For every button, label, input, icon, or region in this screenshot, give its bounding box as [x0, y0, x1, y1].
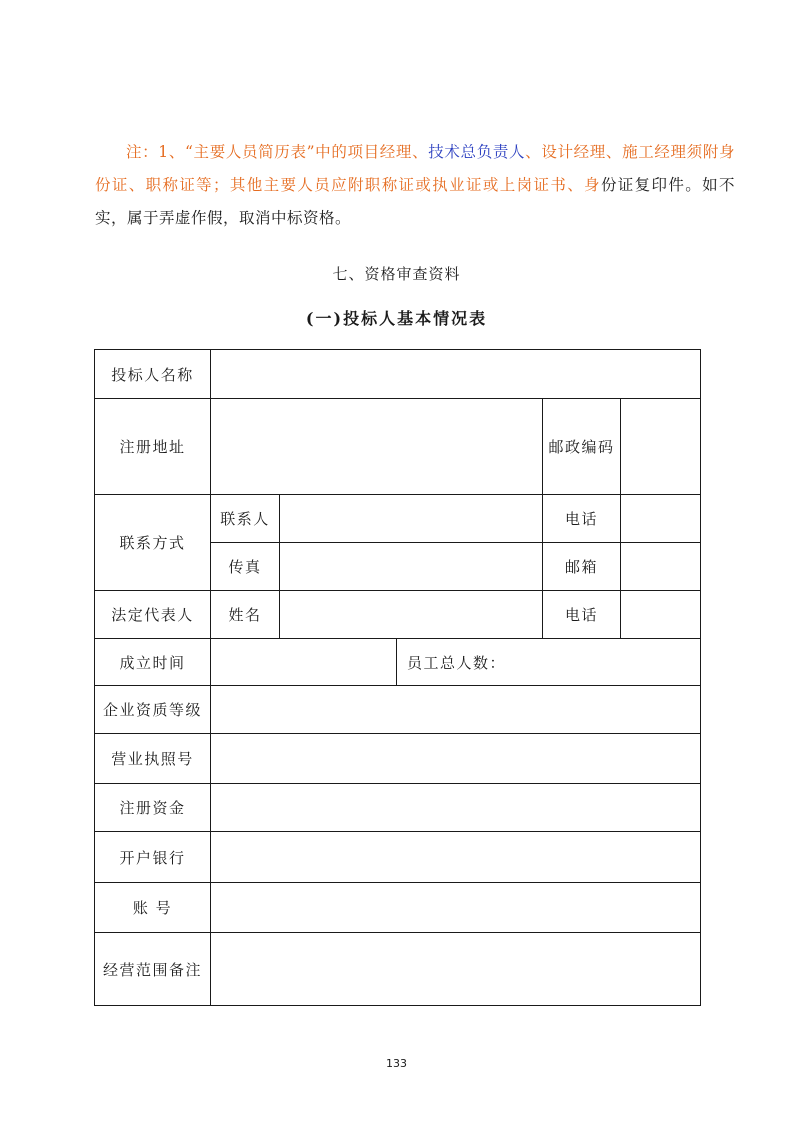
established-field[interactable]	[211, 639, 397, 686]
table-row	[95, 495, 701, 543]
legal-name-label: 姓名	[211, 591, 280, 639]
phone-field[interactable]	[621, 495, 701, 543]
note-segment: 份证复印件。如不实，属于弄虚作假，取消中标资格。	[95, 176, 735, 227]
table-row	[95, 784, 701, 832]
scope-field[interactable]	[211, 933, 701, 1006]
email-label: 邮箱	[543, 543, 621, 591]
email-field[interactable]	[621, 543, 701, 591]
contact-person-field[interactable]	[280, 495, 543, 543]
zip-field[interactable]	[621, 399, 701, 495]
table-row	[95, 399, 701, 495]
bank-label: 开户银行	[95, 832, 211, 883]
legal-phone-field[interactable]	[621, 591, 701, 639]
license-field[interactable]	[211, 734, 701, 784]
address-label: 注册地址	[95, 399, 211, 495]
fax-label: 传真	[211, 543, 280, 591]
note-segment-highlight: 技术总负责人	[428, 143, 526, 161]
table-row	[95, 686, 701, 734]
scope-label: 经营范围备注	[95, 933, 211, 1006]
table-row	[95, 883, 701, 933]
table-row	[95, 832, 701, 883]
account-field[interactable]	[211, 883, 701, 933]
legal-rep-label: 法定代表人	[95, 591, 211, 639]
table-row	[95, 350, 701, 399]
bidder-name-label: 投标人名称	[95, 350, 211, 399]
contact-person-label: 联系人	[211, 495, 280, 543]
note-paragraph	[95, 136, 735, 235]
note-segment: 、设计经理、施工经理须附身份证、职称证等；其他主要人员应附职称证或执业证或上岗证书、身	[95, 143, 735, 194]
bank-field[interactable]	[211, 832, 701, 883]
bidder-info-table	[94, 349, 701, 1006]
capital-field[interactable]	[211, 784, 701, 832]
contact-label: 联系方式	[95, 495, 211, 591]
section-title: 七、资格审查资料	[332, 265, 461, 283]
capital-label: 注册资金	[95, 784, 211, 832]
qualification-field[interactable]	[211, 686, 701, 734]
table-row	[95, 591, 701, 639]
legal-name-field[interactable]	[280, 591, 543, 639]
table-title: (一)投标人基本情况表	[305, 309, 488, 328]
license-label: 营业执照号	[95, 734, 211, 784]
page-number: 133	[386, 1057, 407, 1070]
table-row	[95, 639, 701, 686]
fax-field[interactable]	[280, 543, 543, 591]
established-label: 成立时间	[95, 639, 211, 686]
legal-phone-label: 电话	[543, 591, 621, 639]
account-label: 账 号	[95, 883, 211, 933]
qualification-label: 企业资质等级	[95, 686, 211, 734]
note-segment: 注：1、“主要人员简历表”中的项目经理、	[126, 143, 429, 161]
bidder-name-field[interactable]	[211, 350, 701, 399]
zip-label: 邮政编码	[543, 399, 621, 495]
table-row	[95, 933, 701, 1006]
table-row	[95, 734, 701, 784]
address-field[interactable]	[211, 399, 543, 495]
employees-field[interactable]: 员工总人数：	[397, 639, 701, 686]
phone-label: 电话	[543, 495, 621, 543]
